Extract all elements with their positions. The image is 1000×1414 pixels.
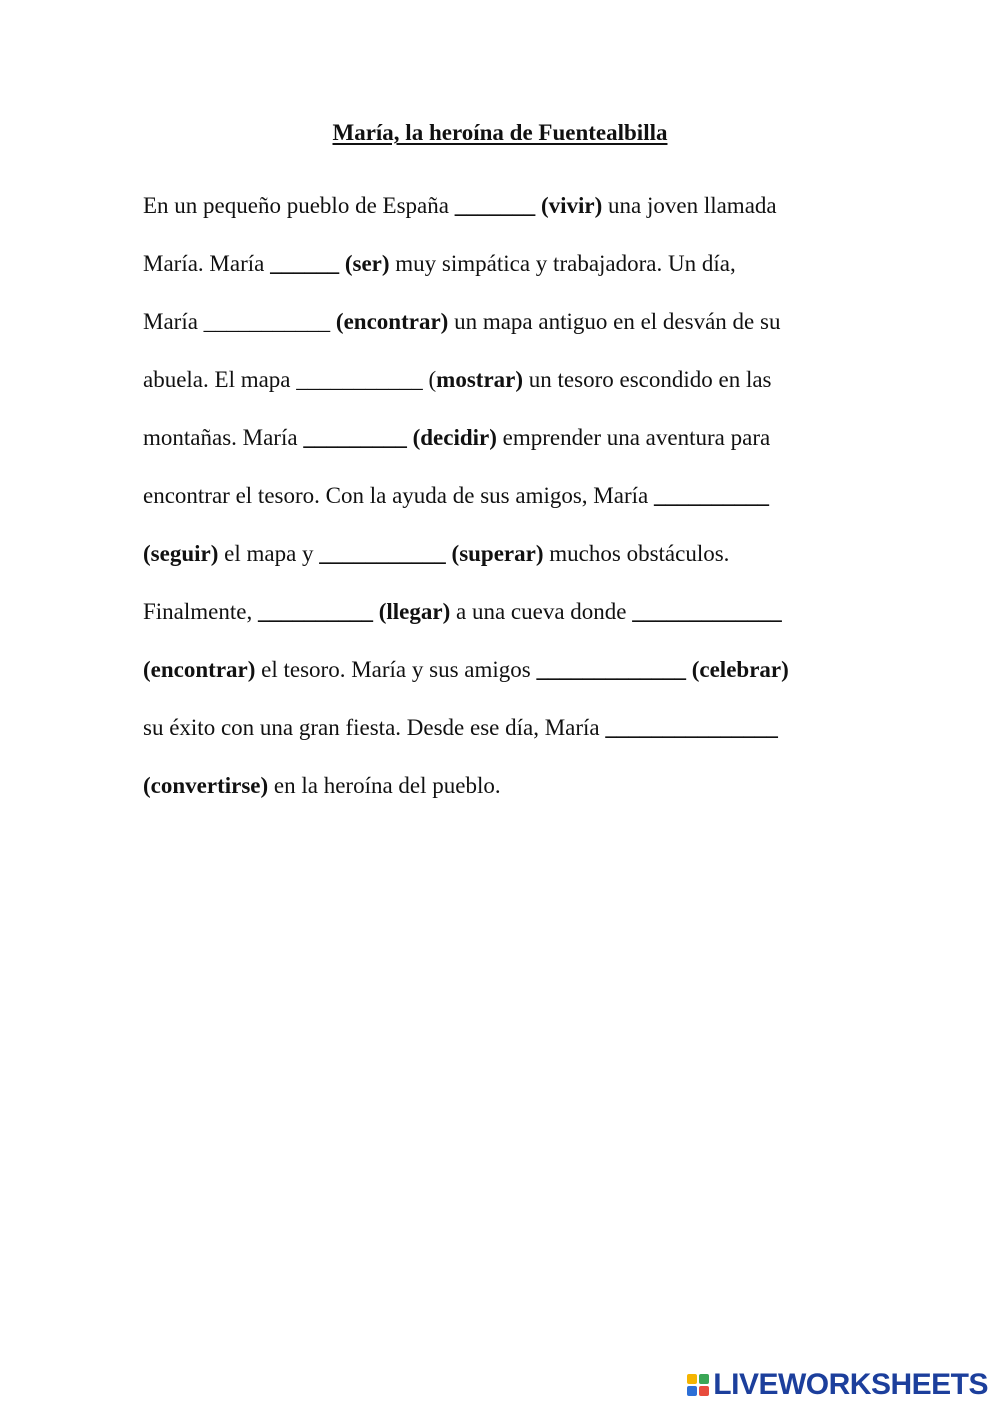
blank-encontrar-1[interactable]: María ___________ — [143, 309, 336, 334]
blank-superar[interactable]: ___________ (superar) — [319, 541, 544, 566]
liveworksheets-logo — [687, 1368, 988, 1402]
text-line-8: Finalmente, __________ (llegar) a una cueva donde _____________ — [143, 599, 782, 624]
text-line-6: encontrar el tesoro. Con la ayuda de sus amigos, María __________ — [143, 483, 769, 508]
text-line-9: (encontrar) el tesoro. María y sus amigos _____________ (celebrar) — [143, 657, 789, 682]
blank-celebrar[interactable]: _____________ (celebrar) — [536, 657, 789, 682]
text-line-10: su éxito con una gran fiesta. Desde ese día, María _______________ — [143, 715, 778, 740]
text-line-7: (seguir) el mapa y ___________ (superar) muchos obstáculos. — [143, 541, 730, 566]
text-line-2: María. María ______ (ser) muy simpática y trabajadora. Un día, — [143, 251, 736, 276]
blank-encontrar-2[interactable]: _____________ — [632, 599, 782, 624]
blank-llegar[interactable]: __________ (llegar) — [257, 599, 451, 624]
blank-mostrar[interactable]: abuela. El mapa ___________ ( — [143, 367, 437, 392]
text-line-4: abuela. El mapa ___________ (mostrar) un tesoro escondido en las — [143, 367, 772, 392]
worksheet-title: María, la heroína de Fuentealbilla — [332, 120, 668, 145]
blank-seguir[interactable]: __________ — [653, 483, 769, 508]
text-line-5: montañas. María _________ (decidir) emprender una aventura para — [143, 425, 771, 450]
text-line-3: María ___________ (encontrar) un mapa antiguo en el desván de su — [143, 309, 781, 334]
text-line-1: En un pequeño pueblo de España _______ (vivir) una joven llamada — [143, 193, 777, 218]
blank-ser[interactable]: ______ (ser) — [270, 251, 390, 276]
text-line-11: (convertirse) en la heroína del pueblo. — [143, 773, 501, 798]
logo-blocks-icon — [687, 1374, 709, 1396]
blank-decidir[interactable]: _________ (decidir) — [303, 425, 497, 450]
blank-convertirse[interactable]: _______________ — [605, 715, 778, 740]
logo-text: LIVEWORKSHEETS — [713, 1368, 988, 1401]
blank-vivir[interactable]: _______ (vivir) — [454, 193, 603, 218]
